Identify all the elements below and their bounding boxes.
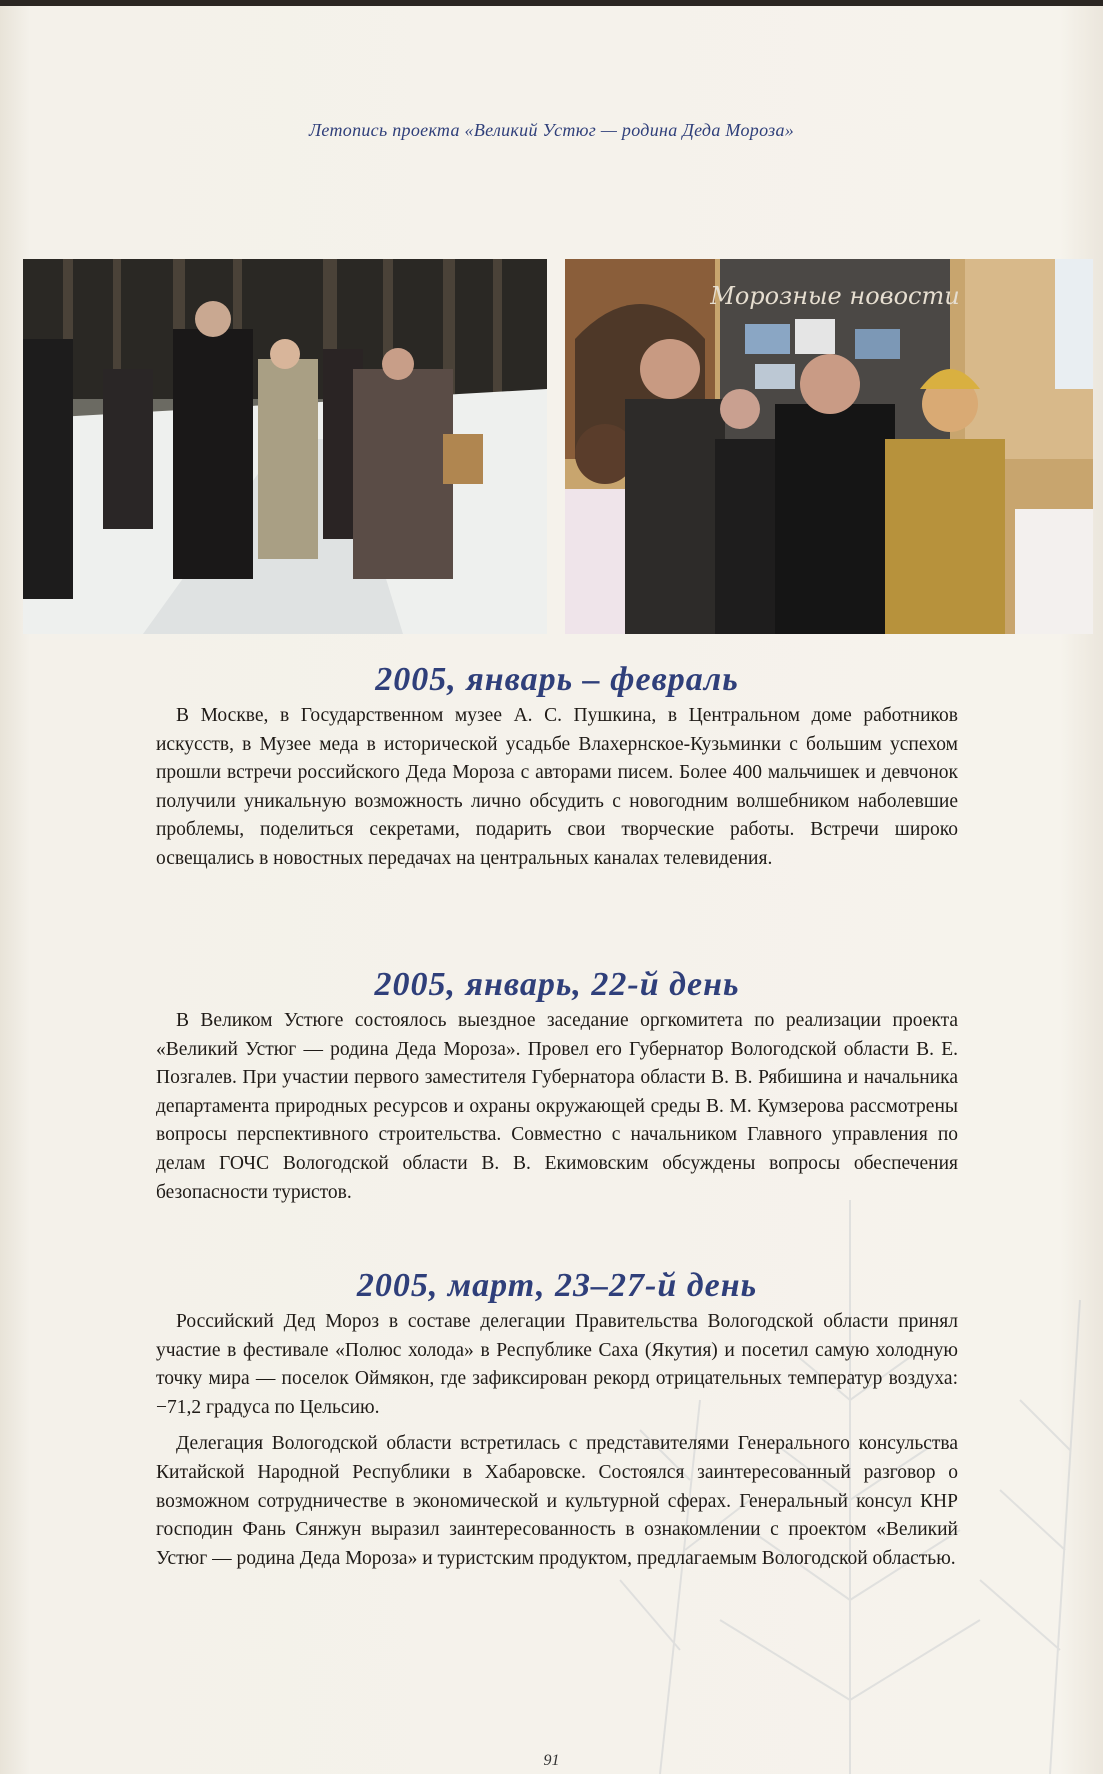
- running-header: Летопись проекта «Великий Устюг — родина Деда Мороза»: [308, 120, 795, 140]
- section-title: 2005, январь, 22-й день: [374, 966, 740, 1003]
- section-title: 2005, январь – февраль: [375, 661, 739, 698]
- photo-indoor-meeting: [565, 259, 1093, 634]
- section-paragraph: Российский Дед Мороз в составе делегации Правительства Вологодской области принял участие в фестивале «Полюс холода» в Республике Саха (Якутия) и посетил самую холодную точку мира — поселок Оймякон, где зафиксирован рекорд отрицательных температур воздуха: −71,2 градуса по Цельсию.: [156, 1311, 958, 1418]
- section-paragraph: В Великом Устюге состоялось выездное заседание оргкомитета по реализации проекта «Великий Устюг — родина Деда Мороза». Провел его Губернатор Вологодской области В. Е. Позгалев. При участии первого заместителя Губернатора области В. В. Рябишина и начальника департамента природных ресурсов и охраны окружающей среды В. М. Кумзерова рассмотрены вопросы перспективного строительства. Совместно с начальником Главного управления по делам ГОЧС Вологодской области В. В. Екимовским обсуждены вопросы обеспечения безопасности туристов.: [156, 1010, 958, 1203]
- section-jan-22: [156, 965, 958, 1207]
- section-paragraph: Делегация Вологодской области встретилась с представителями Генерального консульства Китайской Народной Республики в Хабаровске. Состоялся заинтересованный разговор о возможном сотрудничестве в экономической и культурной сферах. Генеральный консул КНР господин Фань Сянжун выразил заинтересованность в ознакомлении с проектом «Великий Устюг — родина Деда Мороза» и туристским продуктом, предлагаемым Вологодской областью.: [156, 1433, 958, 1569]
- sign-text: Морозные новости: [710, 282, 960, 310]
- photo-winter-procession: [23, 259, 547, 634]
- section-title: 2005, март, 23–27-й день: [356, 1267, 758, 1304]
- page-number: 91: [543, 1752, 560, 1769]
- winter-procession-image: [23, 259, 547, 634]
- indoor-meeting-image: [565, 259, 1093, 634]
- top-edge: [0, 0, 1103, 6]
- section-mar-23-27: [156, 1266, 958, 1573]
- section-jan-feb: [156, 660, 958, 874]
- section-paragraph: В Москве, в Государственном музее А. С. Пушкина, в Центральном доме работников искусств, в Музее меда в исторической усадьбе Влахернское-Кузьминки с большим успехом прошли встречи российского Деда Мороза с авторами писем. Более 400 мальчишек и девчонок получили уникальную возможность лично обсудить с новогодним волшебником наболевшие проблемы, поделиться секретами, подарить свои творческие работы. Встречи широко освещались в новостных передачах на центральных каналах телевидения.: [156, 705, 958, 869]
